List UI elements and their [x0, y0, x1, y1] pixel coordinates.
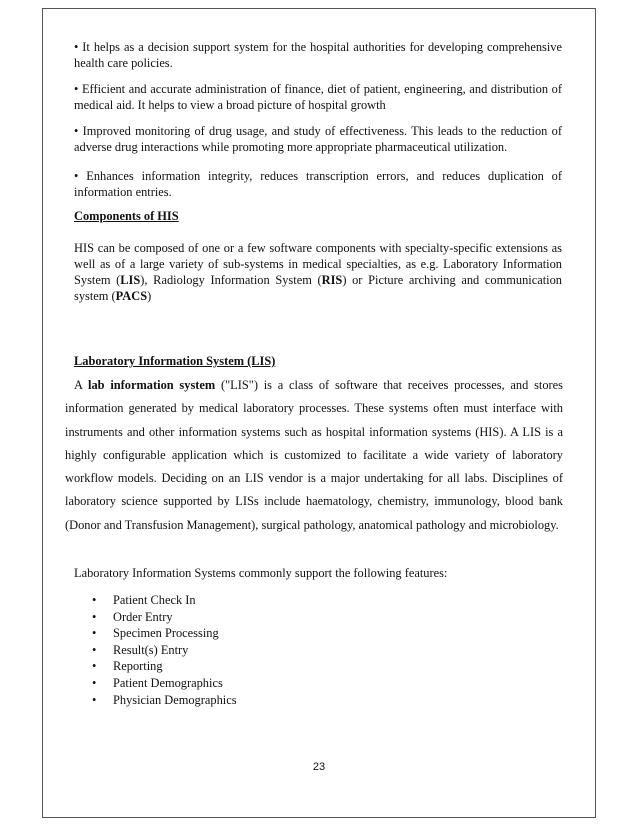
features-intro: Laboratory Information Systems commonly support the following features: [74, 566, 448, 580]
benefit-decision-support: • It helps as a decision support system for the hospital authorities for developing comprehensive health care policies. [74, 40, 562, 70]
feature-item: • Specimen Processing [92, 626, 219, 641]
feature-item: • Patient Demographics [92, 675, 223, 690]
page-number: 23 [312, 761, 326, 773]
components-paragraph: HIS can be composed of one or a few software components with specialty-specific extensions as well as of a large variety of sub-systems in medical specialties, as e.g. Laboratory Information System (LIS), Radiology Information System (RIS) or Picture archiving and communication system (PACS) [74, 241, 562, 303]
feature-item: • Order Entry [92, 609, 173, 624]
bullet-icon: • [92, 642, 97, 657]
features-list [92, 592, 237, 708]
feature-item: • Result(s) Entry [92, 642, 189, 657]
benefit-information-integrity: • Enhances information integrity, reduces transcription errors, and reduces duplication of information entries. [74, 169, 562, 199]
feature-item: • Patient Check In [92, 593, 196, 607]
feature-item: • Physician Demographics [92, 692, 237, 707]
bullet-icon: • [92, 626, 97, 641]
bullet-icon: • [92, 593, 97, 607]
benefit-drug-monitoring: • Improved monitoring of drug usage, and study of effectiveness. This leads to the reduction of adverse drug interactions while promoting more appropriate pharmaceutical utilization. [74, 124, 562, 154]
feature-item: • Reporting [92, 659, 163, 674]
bullet-icon: • [92, 675, 97, 690]
bullet-icon: • [92, 659, 97, 674]
lis-heading: Laboratory Information System (LIS) [74, 354, 276, 368]
bullet-icon: • [92, 692, 97, 707]
components-heading: Components of HIS [74, 209, 179, 223]
bullet-icon: • [92, 609, 97, 624]
lis-paragraph: A lab information system ("LIS") is a class of software that receives processes, and stores information generated by medical laboratory processes. These systems often must interface with instruments and other information systems such as hospital information systems (HIS). A LIS is a highly configurable application which is customized to facilitate a wide variety of laboratory workflow models. Deciding on an LIS vendor is a major undertaking for all labs. Disciplines of laboratory science supported by LISs include haematology, chemistry, immunology, blood bank (Donor and Transfusion Management), surgical pathology, anatomical pathology and microbiology. [65, 378, 563, 532]
benefit-administration: • Efficient and accurate administration of finance, diet of patient, engineering, and distribution of medical aid. It helps to view a broad picture of hospital growth [74, 82, 562, 112]
